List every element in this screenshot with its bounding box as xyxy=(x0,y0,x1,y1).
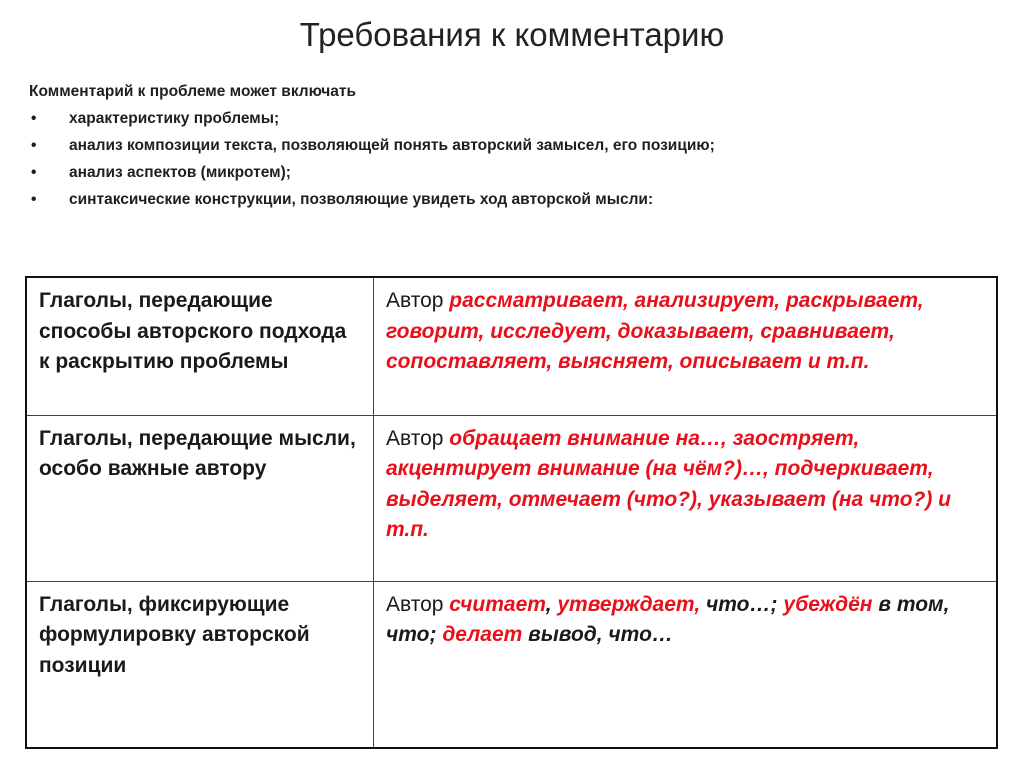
connector-phrase: вывод, что… xyxy=(528,623,673,646)
highlighted-verb: убеждён xyxy=(783,592,873,616)
slide-title: Требования к комментарию xyxy=(299,16,725,53)
intro-heading: Комментарий к проблеме может включать xyxy=(29,83,357,100)
bullet-text: характеристику проблемы; xyxy=(69,110,280,127)
lead-word: Автор xyxy=(386,592,444,616)
category-cell: Глаголы, фиксирующие формулировку авторской позиции xyxy=(26,581,374,748)
examples-cell xyxy=(374,415,998,581)
bullet-item xyxy=(29,105,989,132)
bullet-marker: • xyxy=(31,137,37,154)
category-cell: Глаголы, передающие способы авторского подхода к раскрытию проблемы xyxy=(26,277,374,415)
table-row xyxy=(26,581,997,748)
bullet-marker: • xyxy=(31,164,37,181)
intro-block xyxy=(29,78,989,213)
bullet-item xyxy=(29,186,989,213)
bullet-marker: • xyxy=(31,191,37,208)
verbs-table xyxy=(25,276,998,749)
category-cell: Глаголы, передающие мысли, особо важные автору xyxy=(26,415,374,581)
separator: , xyxy=(545,592,552,616)
bullet-item xyxy=(29,132,989,159)
table-row xyxy=(26,415,997,581)
bullet-text: анализ композиции текста, позволяющей понять авторский замысел, его позицию; xyxy=(69,137,715,154)
bullet-text: анализ аспектов (микротем); xyxy=(69,164,291,181)
lead-word: Автор xyxy=(386,289,444,312)
highlighted-verbs: рассматривает, анализирует, раскрывает, говорит, исследует, доказывает, сравнивает, сопоставляет, выясняет, описывает и т.п. xyxy=(386,289,924,373)
bullet-text: синтаксические конструкции, позволяющие увидеть ход авторской мысли: xyxy=(69,191,654,208)
connector-phrase: в том, что; xyxy=(386,592,950,646)
bullet-marker: • xyxy=(31,110,37,127)
table-row xyxy=(26,277,997,415)
lead-word: Автор xyxy=(386,426,444,450)
highlighted-verb: делает xyxy=(442,623,523,646)
bullet-item xyxy=(29,159,989,186)
bullet-list xyxy=(29,105,989,213)
connector-phrase: что…; xyxy=(706,592,778,616)
examples-cell xyxy=(374,581,998,748)
highlighted-verbs: обращает внимание на…, заостряет, акцентирует внимание (на чём?)…, подчеркивает, выделяет, отмечает (что?), указывает (на что?) и т.п. xyxy=(386,426,952,541)
highlighted-verb: считает xyxy=(449,592,546,616)
highlighted-verb: утверждает, xyxy=(557,592,701,616)
examples-cell xyxy=(374,277,998,415)
